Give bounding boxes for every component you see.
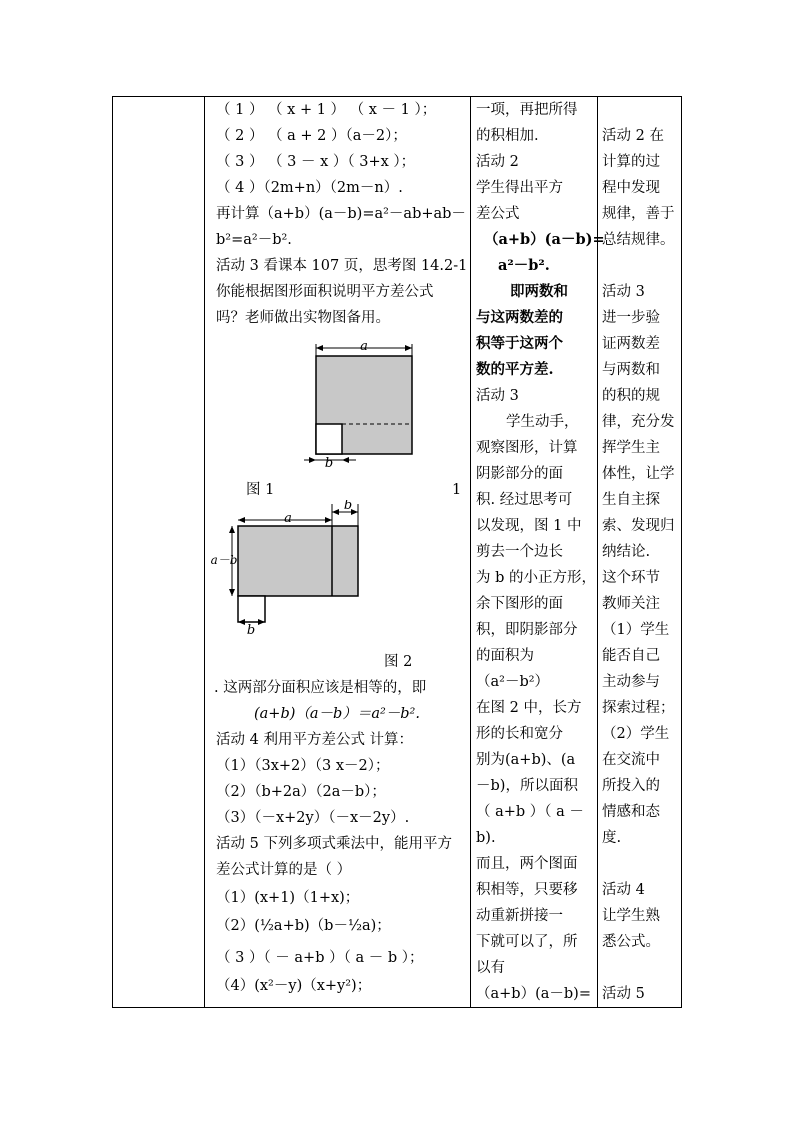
activity-5-q2: （2）(½a+b)（b－½a)； <box>216 918 391 934</box>
d-line-20: 能否自己 <box>602 648 660 664</box>
d-line-26: 情感和态 <box>602 804 660 820</box>
activity-5-q3: （ 3 ）（ － a+b ）（ a － b ）； <box>216 950 424 966</box>
s-line-33: 下就可以了，所 <box>476 934 578 950</box>
equal-area-line: . 这两部分面积应该是相等的，即 <box>214 680 427 696</box>
table-right-border <box>681 96 682 1008</box>
d-line-19: （1）学生 <box>602 622 670 638</box>
d-line-30: 悉公式。 <box>602 934 660 950</box>
s-line-24: 在图 2 中，长方 <box>476 700 582 716</box>
d-line-12: 挥学生主 <box>602 440 660 456</box>
activity-4-q3: （3）（－x+2y）（－x－2y）. <box>216 810 410 826</box>
s-line-18: 剪去一个边长 <box>476 544 563 560</box>
table-left-border <box>112 96 113 1008</box>
s-line-5: 差公式 <box>476 206 520 222</box>
d-line-28: 活动 4 <box>602 882 645 898</box>
fig2-label-b-bottom: b <box>246 623 256 638</box>
s-line-1: 一项，再把所得 <box>476 102 578 118</box>
s-line-31: 积相等，只要移 <box>476 882 578 898</box>
s-line-15: 阴影部分的面 <box>476 466 563 482</box>
s-line-10: 积等于这两个 <box>476 335 563 352</box>
figure-1 <box>296 340 426 470</box>
figure-1-caption: 图 1 <box>246 482 275 498</box>
d-line-11: 律，充分发 <box>602 414 675 430</box>
compute-line-2: b²=a²－b². <box>216 232 292 248</box>
fig2-small-square <box>238 596 265 622</box>
s-line-21: 积，即阴影部分 <box>476 622 578 638</box>
activity-3-line-2: 你能根据图形面积说明平方差公式 <box>216 284 434 300</box>
s-line-12: 活动 3 <box>476 388 519 404</box>
fig2-label-b-top: b <box>343 500 353 513</box>
fig2-shaded-rectangle <box>238 526 358 596</box>
formula-line: (a+b)（a－b）＝a²－b². <box>254 706 420 722</box>
s-line-23: （a²－b²） <box>476 674 550 690</box>
d-line-8: 证两数差 <box>602 336 660 352</box>
fig2-label-amb: a－b <box>210 553 238 567</box>
d-line-17: 这个环节 <box>602 570 660 586</box>
s-line-22: 的面积为 <box>476 648 534 664</box>
compute-line-1: 再计算（a+b）(a－b)=a²－ab+ab－ <box>216 206 466 222</box>
fig1-label-a: a <box>360 340 368 354</box>
s-line-25: 形的长和宽分 <box>476 726 563 742</box>
fig2-label-a: a <box>284 511 292 526</box>
d-line-3: 程中发现 <box>602 180 660 196</box>
s-line-4: 学生得出平方 <box>476 180 563 196</box>
d-line-15: 索、发现归 <box>602 518 675 534</box>
d-line-1: 活动 2 在 <box>602 128 664 144</box>
s-formula-2: a²－b². <box>498 257 550 274</box>
d-line-31: 活动 5 <box>602 986 645 1002</box>
column-divider-2 <box>470 96 471 1008</box>
lesson-table <box>112 96 682 1008</box>
activity-4-q2: （2）（b+2a）（2a－b）； <box>216 784 386 800</box>
activity-5-title-2: 差公式计算的是（ ） <box>216 862 352 878</box>
fig1-label-b: b <box>324 456 334 470</box>
activity-5-q4: （4）(x²－y)（x+y²)； <box>216 978 372 994</box>
s-line-3: 活动 2 <box>476 154 519 170</box>
column-divider-1 <box>204 96 205 1008</box>
s-line-16: 积. 经过思考可 <box>476 492 573 508</box>
s-line-30: 而且，两个图面 <box>476 856 578 872</box>
s-line-17: 以发现，图 1 中 <box>476 518 582 534</box>
s-line-35: （a+b）(a－b)= <box>476 986 591 1002</box>
d-line-23: （2）学生 <box>602 726 670 742</box>
s-line-2: 的积相加. <box>476 128 539 144</box>
d-line-10: 的积的规 <box>602 388 660 404</box>
s-line-14: 观察图形，计算 <box>476 440 578 456</box>
exercise-line-2: （ 2 ） （ a + 2 ）（a－2）； <box>216 128 407 144</box>
fig1-cut-square <box>316 424 342 454</box>
s-line-32: 动重新拼接一 <box>476 908 563 924</box>
d-line-7: 进一步验 <box>602 310 660 326</box>
activity-5-q1: （1）(x+1)（1+x)； <box>216 890 360 906</box>
d-line-4: 规律，善于 <box>602 206 675 222</box>
figure-1-number: 1 <box>452 482 462 498</box>
s-line-19: 为 b 的小正方形， <box>476 570 596 586</box>
s-line-11: 数的平方差. <box>476 361 554 378</box>
s-formula-1: （a+b）(a－b)= <box>484 231 605 248</box>
exercise-line-3: （ 3 ） （ 3 － x ）（ 3+x ）； <box>216 154 416 170</box>
activity-4-q1: （1）（3x+2）（3 x－2）； <box>216 758 390 774</box>
d-line-6: 活动 3 <box>602 284 645 300</box>
s-line-20: 余下图形的面 <box>476 596 563 612</box>
s-line-27: －b)，所以面积 <box>476 778 578 794</box>
s-line-13: 学生动手， <box>506 414 579 430</box>
activity-5-title-1: 活动 5 下列多项式乘法中，能用平方 <box>216 836 452 852</box>
activity-4-title: 活动 4 利用平方差公式 计算： <box>216 732 414 748</box>
s-line-8: 即两数和 <box>510 283 568 300</box>
exercise-line-1: （ 1 ） （ x + 1 ） （ x － 1 ）； <box>216 102 437 118</box>
d-line-29: 让学生熟 <box>602 908 660 924</box>
figure-2 <box>208 500 368 640</box>
s-line-9: 与这两数差的 <box>476 309 563 326</box>
s-line-34: 以有 <box>476 960 505 976</box>
activity-3-line-3: 吗？老师做出实物图备用。 <box>216 310 390 326</box>
d-line-21: 主动参与 <box>602 674 660 690</box>
d-line-2: 计算的过 <box>602 154 660 170</box>
exercise-line-4: （ 4 ）（2m+n）（2m－n）. <box>216 180 403 196</box>
s-line-29: b). <box>476 830 496 846</box>
d-line-18: 教师关注 <box>602 596 660 612</box>
d-line-13: 体性，让学 <box>602 466 675 482</box>
activity-3-line-1: 活动 3 看课本 107 页，思考图 14.2-1 <box>216 258 468 274</box>
figure-2-caption: 图 2 <box>384 654 413 670</box>
d-line-14: 生自主探 <box>602 492 660 508</box>
d-line-22: 探索过程； <box>602 700 675 716</box>
d-line-5: 总结规律。 <box>602 232 675 248</box>
d-line-9: 与两数和 <box>602 362 660 378</box>
d-line-27: 度. <box>602 830 622 846</box>
d-line-24: 在交流中 <box>602 752 660 768</box>
s-line-28: （ a+b ）（ a － <box>476 804 584 820</box>
s-line-26: 别为(a+b)、(a <box>476 752 576 768</box>
d-line-16: 纳结论. <box>602 544 651 560</box>
d-line-25: 所投入的 <box>602 778 660 794</box>
